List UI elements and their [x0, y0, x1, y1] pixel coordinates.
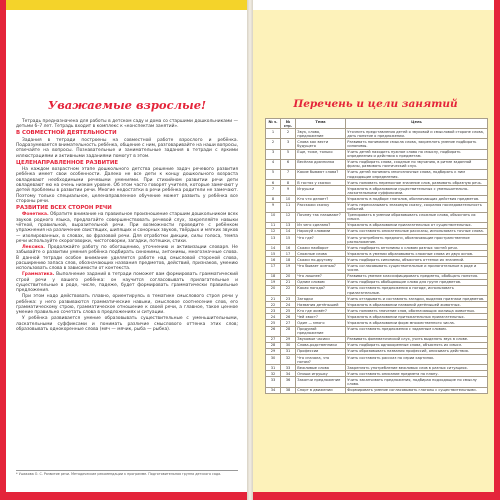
- left-page-title: Уважаемые взрослые!: [47, 98, 207, 112]
- cell-topic: Один — много: [296, 320, 346, 326]
- table-row: [266, 235, 488, 245]
- cell-page-number: 9: [281, 186, 296, 196]
- side-text-lexicon: Продолжайте работу по обогащению, уточнению и активизации словаря. Не забывайте о развитии умения ребёнка подбирать синонимы, антонимы, многозначные слова. В данной тетради особое внимание уделяется работе над смысловой стороной слова, расширению запаса слов, обозначающих названия предметов, действий, признаков, умению использовать слова в зависимости от контекста.: [16, 244, 238, 272]
- cell-page-number: 38: [281, 387, 296, 393]
- left-red-band: [6, 492, 247, 500]
- cell-lesson-number: 22: [266, 302, 281, 308]
- cell-lesson-number: 25: [266, 320, 281, 326]
- cell-page-number: 23: [281, 296, 296, 302]
- cell-topic: Опиши игрушку: [296, 371, 346, 377]
- cell-page-number: 13: [281, 222, 296, 228]
- cell-goal: Учить подбирать синонимы, объяснять оттенки их значений.: [346, 257, 488, 263]
- left-red-stripe: [0, 0, 6, 500]
- cell-topic: Нарисуй словами: [296, 228, 346, 234]
- cell-topic: Весёлая дразнилка: [296, 159, 346, 169]
- right-page-title: Перечень и цели занятий: [293, 98, 458, 110]
- cell-lesson-number: 11: [266, 222, 281, 228]
- cell-goal: Учить детей находить нужное слово по смыслу, подбирать определения и действия к предметам.: [346, 149, 488, 159]
- cell-page-number: 27: [281, 320, 296, 326]
- cell-lesson-number: 5: [266, 169, 281, 179]
- intro-paragraph: Тетрадь предназначена для работы в детском саду и дома со старшими дошкольниками — детьми 6–7 лет. Тетрадь входит в комплекс к «конспектам занятий».: [16, 119, 238, 130]
- closing-paragraph: При этом надо действовать плавно, ориентируясь в тематике смыслового строя речи у ребёнка: у него развиваются грамматические навыки, смысловое соотнесение слов, его грамматическому строю, грамматическое отношение к своей речи, а главное, такое ценное умение правильно сочетать слова в предложениях и ситуации.: [16, 294, 238, 316]
- side-label-lexicon: Лексика.: [22, 244, 45, 250]
- table-row: [266, 263, 488, 273]
- cell-lesson-number: 13: [266, 235, 281, 245]
- cell-topic: Одним словом: [296, 279, 346, 285]
- right-page: [253, 0, 500, 500]
- side-paragraph-phonetics: [16, 212, 238, 244]
- cell-goal: Учить согласовывать существительные и прилагательные в роде и числе.: [346, 263, 488, 273]
- cell-page-number: 10: [281, 196, 296, 202]
- cell-goal: Упражнять в подборе глаголов, обозначающих действия предметов.: [346, 196, 488, 202]
- table-row: [266, 212, 488, 222]
- cell-lesson-number: 2: [266, 139, 281, 149]
- cell-lesson-number: 34: [266, 387, 281, 393]
- cell-goal: Упражнять в образовании притяжательных прилагательных.: [346, 314, 488, 320]
- cell-page-number: 29: [281, 336, 296, 342]
- section-text-development: На каждом возрастном этапе дошкольного детства решение задач речевого развития ребёнка имеет свои особенности. Далеко не все дети к концу дошкольного возраста овладевают необходимыми речевыми умениями. При стихийном развитии речи дети овладевают ею на очень низком уровне. Об этом часто говорят учителя, которые замечают у детей проблемы в развитии речи. Многие недостатки в речи ребёнка родители не замечают. Поэтому только специальное, целенаправленное обучение может развить у ребёнка все стороны речи.: [16, 166, 238, 204]
- cell-goal: Упражнять в образовании прилагательных от существительных.: [346, 222, 488, 228]
- cell-lesson-number: 27: [266, 336, 281, 342]
- cell-topic: Какие бывают слова?: [296, 169, 346, 179]
- cell-page-number: 16: [281, 245, 296, 251]
- cell-topic: Вежливые слова: [296, 365, 346, 371]
- cell-page-number: 12: [281, 212, 296, 222]
- table-row: [266, 377, 488, 387]
- cell-goal: Закреплять употребление вежливых слов в разных ситуациях.: [346, 365, 488, 371]
- cell-goal: Упражнять в умении образовывать сложные слова из двух основ.: [346, 251, 488, 257]
- cell-topic: Скажи наоборот: [296, 245, 346, 251]
- table-row: [266, 149, 488, 159]
- cell-goal: Учить составлять предложения с заданным словом.: [346, 326, 488, 336]
- cell-topic: Звук, слово, предложение: [296, 129, 346, 139]
- cell-topic: Скажи по-другому: [296, 257, 346, 263]
- cell-page-number: 20: [281, 273, 296, 279]
- cell-page-number: 22: [281, 285, 296, 295]
- cell-lesson-number: 9: [266, 202, 281, 212]
- cell-goal: Развивать понимание смысла слова, закреплять умение подбирать синонимы.: [346, 139, 488, 149]
- cell-page-number: 15: [281, 235, 296, 245]
- table-row: [266, 355, 488, 365]
- cell-lesson-number: 20: [266, 285, 281, 295]
- cell-page-number: 26: [281, 314, 296, 320]
- cell-topic: Игрушки: [296, 186, 346, 196]
- cell-topic: В гостях у сказки: [296, 180, 346, 186]
- cell-goal: Учить употреблять предлоги, обозначающие пространственное расположение.: [346, 235, 488, 245]
- lessons-table-body: [266, 129, 488, 394]
- cell-page-number: 32: [281, 355, 296, 365]
- cell-page-number: 34: [281, 371, 296, 377]
- table-header-row: [266, 119, 488, 129]
- cell-goal: Учить понимать значение слов, обозначающих жилища животных.: [346, 308, 488, 314]
- cell-lesson-number: 31: [266, 365, 281, 371]
- cell-lesson-number: 15: [266, 251, 281, 257]
- cell-lesson-number: 7: [266, 186, 281, 196]
- cell-topic: Почему так называют?: [296, 212, 346, 222]
- cell-page-number: 31: [281, 348, 296, 354]
- cell-page-number: 5: [281, 149, 296, 159]
- cell-lesson-number: 14: [266, 245, 281, 251]
- header-lesson-number: № з.: [266, 119, 281, 129]
- cell-lesson-number: 24: [266, 314, 281, 320]
- cell-goal: Упражнять в образовании форм множественного числа.: [346, 320, 488, 326]
- cell-lesson-number: 23: [266, 308, 281, 314]
- footnote: * Ушакова О. С. Развитие речи. Методические рекомендации к программе. Подготовительная группа детского сада.: [16, 470, 238, 476]
- cell-goal: Учить подбирать обобщающие слова для групп предметов.: [346, 279, 488, 285]
- intro-text-block: [16, 119, 238, 333]
- cell-goal: Учить детей понимать многозначные слова, подбирать к ним подходящие определения.: [346, 169, 488, 179]
- cell-goal: Развивать фонематический слух, учить выделять звук в слове.: [346, 336, 488, 342]
- cell-goal: Учить пересказывать знакомую сказку, сохраняя последовательность событий.: [346, 202, 488, 212]
- side-text-phonetics: Обратите внимание на правильное произношение старшим дошкольником всех звуков родного языка, предлагайте совершенствовать речевой слух, закрепляйте навыки чёткой, правильной, выразительной речи. При возможности проведите с ребёнком упражнения на различение свистящих, шипящих и сонорных звуков, твёрдых и мягких звуков — изолированных, в словах, во фразовой речи. Для отработки дикции, силы голоса, темпа речи используйте скороговорки, чистоговорки, загадки, потешки, стихи.: [16, 212, 238, 244]
- right-top-margin: [253, 0, 500, 10]
- right-red-stripe: [494, 0, 500, 500]
- table-row: [266, 326, 488, 336]
- cell-page-number: 11: [281, 202, 296, 212]
- cell-lesson-number: 12: [266, 228, 281, 234]
- cell-page-number: 25: [281, 308, 296, 314]
- cell-lesson-number: 18: [266, 273, 281, 279]
- cell-topic: Кто где живёт?: [296, 308, 346, 314]
- cell-lesson-number: 19: [266, 279, 281, 285]
- right-red-band: [253, 492, 500, 500]
- cell-lesson-number: 4: [266, 159, 281, 169]
- cell-goal: Формировать умение согласовывать глаголы с существительными.: [346, 387, 488, 393]
- cell-goal: Развивать умение классифицировать предметы, обобщать понятия.: [346, 273, 488, 279]
- cell-topic: Названия детёнышей: [296, 302, 346, 308]
- cell-goal: Упражнять в образовании названий детёнышей животных.: [346, 302, 488, 308]
- left-page: [0, 0, 247, 500]
- section-heading-speech-sides: РАЗВИТИЕ ВСЕХ СТОРОН РЕЧИ: [16, 205, 112, 212]
- cell-page-number: 21: [281, 279, 296, 285]
- cell-goal: Учить отгадывать и составлять загадки, выделяя признаки предметов.: [346, 296, 488, 302]
- cell-lesson-number: 21: [266, 296, 281, 302]
- cell-topic: Придумай предложение: [296, 326, 346, 336]
- cell-goal: Учить составлять описательные рассказы, использовать точные слова.: [346, 228, 488, 234]
- cell-goal: Учить составлять описание предмета по плану.: [346, 371, 488, 377]
- cell-page-number: 30: [281, 342, 296, 348]
- table-row: [266, 129, 488, 139]
- cell-topic: Что лишнее?: [296, 273, 346, 279]
- cell-topic: Расскажи сказку: [296, 202, 346, 212]
- cell-goal: Учить подбирать однокоренные слова, объяснять их смысл.: [346, 342, 488, 348]
- cell-lesson-number: 29: [266, 348, 281, 354]
- cell-page-number: 8: [281, 180, 296, 186]
- cell-lesson-number: 10: [266, 212, 281, 222]
- cell-topic: Еще, тоже, только: [296, 149, 346, 159]
- cell-goal: Учить составлять рассказ по серии картинок.: [346, 355, 488, 365]
- cell-goal: Тренировать в умении образовывать сложные слова, объяснять их смысл.: [346, 212, 488, 222]
- cell-lesson-number: 30: [266, 355, 281, 365]
- table-row: [266, 159, 488, 169]
- cell-page-number: 3: [281, 139, 296, 149]
- table-row: [266, 387, 488, 393]
- cell-topic: Сложные слова: [296, 251, 346, 257]
- section-text-joint-activity: Задания в тетради построены на совместной работе взрослого и ребёнка. Подразумевается внимательность ребёнка, общение с ним, разговаривайте на наши вопросы, отвечайте на вопросы. Познавательные и занимательные задания в тетради с яркими иллюстрациями и активными заданиями помогут в этом.: [16, 137, 238, 159]
- cell-page-number: 7: [281, 169, 296, 179]
- cell-topic: Загадки: [296, 296, 346, 302]
- cell-topic: Из чего сделано?: [296, 222, 346, 228]
- cell-page-number: 19: [281, 263, 296, 273]
- cell-page-number: 6: [281, 159, 296, 169]
- cell-goal: Уточнить представления детей о звуковой и смысловой стороне слова, дать понятие о предложении.: [346, 129, 488, 139]
- cell-topic: Кто что делает?: [296, 196, 346, 202]
- section-heading-joint-activity: В СОВМЕСТНОЙ ДЕЯТЕЛЬНОСТИ: [16, 130, 117, 137]
- lessons-table: [265, 118, 488, 394]
- cell-lesson-number: 16: [266, 257, 281, 263]
- cell-lesson-number: 32: [266, 371, 281, 377]
- cell-page-number: 33: [281, 365, 296, 371]
- table-row: [266, 139, 488, 149]
- left-yellow-band: [6, 0, 247, 10]
- cell-topic: Профессии: [296, 348, 346, 354]
- cell-goal: Учить подбирать слова, сходные по звучанию, в ритме заданной фразы, развивать поэтический слух.: [346, 159, 488, 169]
- table-row: [266, 202, 488, 212]
- cell-page-number: 18: [281, 257, 296, 263]
- header-goal: Цель: [346, 119, 488, 129]
- cell-page-number: 17: [281, 251, 296, 257]
- cell-lesson-number: 28: [266, 342, 281, 348]
- side-text-grammar: Выполнение заданий в тетради поможет вам формировать грамматический строй речи у вашего ребёнка: он научится согласовывать прилагательные и существительные в роде, числе, падеже, будет формировать грамматически правильные предложения.: [16, 272, 238, 294]
- cell-topic: Слова-родственники: [296, 342, 346, 348]
- cell-lesson-number: 8: [266, 196, 281, 202]
- section-heading-development: ЦЕЛЕНАПРАВЛЕННОЕ РАЗВИТИЕ: [16, 159, 119, 166]
- cell-page-number: 28: [281, 326, 296, 336]
- cell-goal: Учить заканчивать предложения, подбирая подходящие по смыслу слова.: [346, 377, 488, 387]
- cell-page-number: 36: [281, 377, 296, 387]
- side-paragraph-lexicon: [16, 245, 238, 272]
- cell-lesson-number: 6: [266, 180, 281, 186]
- cell-page-number: 14: [281, 228, 296, 234]
- side-label-phonetics: Фонетика.: [22, 212, 49, 218]
- cell-topic: Что бывает осенью?: [296, 263, 346, 273]
- cell-topic: Что где?: [296, 235, 346, 245]
- table-row: [266, 285, 488, 295]
- cell-topic: Слова как вести будущего: [296, 139, 346, 149]
- table-row: [266, 169, 488, 179]
- cell-goal: Учить подбирать антонимы к словам разных частей речи.: [346, 245, 488, 251]
- cell-topic: Какая погода?: [296, 285, 346, 295]
- cell-topic: Звуковые часики: [296, 336, 346, 342]
- cell-goal: Учить образовывать названия профессий, описывать действия.: [346, 348, 488, 354]
- cell-lesson-number: 17: [266, 263, 281, 273]
- cell-lesson-number: 3: [266, 149, 281, 159]
- cell-lesson-number: 26: [266, 326, 281, 336]
- header-topic: Тема: [296, 119, 346, 129]
- cell-page-number: 2: [281, 129, 296, 139]
- side-paragraph-grammar: [16, 272, 238, 293]
- closing-paragraph: У ребёнка развивается умение образовывать существительные с уменьшительными, ласкательными суффиксами и понимать различие смыслового оттенка этих слов; образовывать однокоренные слова (мяч — мячик, рыба — рыбка).: [16, 316, 238, 332]
- table-row: [266, 186, 488, 196]
- cell-lesson-number: 33: [266, 377, 281, 387]
- cell-goal: Упражнять в образовании существительных с уменьшительно-ласкательными суффиксами.: [346, 186, 488, 196]
- cell-topic: Что сначала, что потом?: [296, 355, 346, 365]
- cell-goal: Учить составлять предложения о погоде, использовать прилагательные.: [346, 285, 488, 295]
- cell-lesson-number: 1: [266, 129, 281, 139]
- cell-topic: Закончи предложение: [296, 377, 346, 387]
- cell-topic: Спорт в движении: [296, 387, 346, 393]
- side-label-grammar: Грамматика.: [22, 272, 55, 278]
- cell-page-number: 24: [281, 302, 296, 308]
- cell-goal: Учить понимать переносное значение слов, развивать образную речь.: [346, 180, 488, 186]
- cell-topic: Чей хвост?: [296, 314, 346, 320]
- header-page-number: № стр.: [281, 119, 296, 129]
